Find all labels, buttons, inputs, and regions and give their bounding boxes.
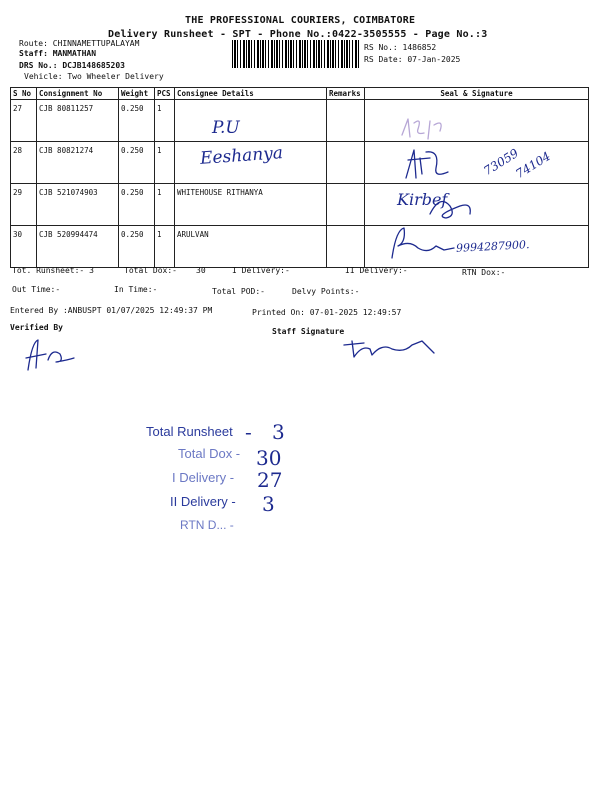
- header-weight: Weight: [119, 88, 155, 100]
- signature-row28: [400, 148, 470, 182]
- cell-consignment: CJB 521074903: [37, 184, 119, 226]
- total-pod: Total POD:-: [212, 287, 265, 296]
- header-consignment: Consignment No: [37, 88, 119, 100]
- company-title: THE PROFESSIONAL COURIERS, COIMBATORE: [185, 15, 416, 26]
- rs-date: RS Date: 07-Jan-2025: [364, 55, 461, 64]
- cell-remarks: [327, 184, 365, 226]
- cell-pcs: 1: [155, 100, 175, 142]
- cell-seal: [365, 100, 589, 142]
- cell-sno: 27: [11, 100, 37, 142]
- cell-pcs: 1: [155, 184, 175, 226]
- cell-consignment: CJB 80821274: [37, 142, 119, 184]
- header-pcs: PCS: [155, 88, 175, 100]
- cell-consignment: CJB 520994474: [37, 226, 119, 268]
- cell-remarks: [327, 100, 365, 142]
- cell-remarks: [327, 226, 365, 268]
- staff-text: Staff: MANMATHAN: [19, 49, 97, 58]
- handwritten-eeshanya: Eeshanya: [199, 143, 284, 169]
- handwritten-pu: P.U: [212, 118, 240, 138]
- hand-dash: -: [245, 420, 252, 444]
- stamp-rtn-dox: RTN D... -: [180, 518, 234, 532]
- verified-by-label: Verified By: [10, 323, 63, 332]
- handwritten-note-a: 73059: [481, 145, 521, 179]
- rtn-dox: RTN Dox:-: [462, 268, 506, 277]
- staff-signature: [342, 335, 442, 361]
- rs-number: RS No.: 1486852: [364, 43, 437, 52]
- hand-i-delivery-value: 27: [257, 468, 283, 492]
- drs-number: DRS No.: DCJB148685203: [19, 61, 125, 70]
- cell-sno: 30: [11, 226, 37, 268]
- cell-weight: 0.250: [119, 142, 155, 184]
- ii-delivery: II Delivery:-: [345, 266, 408, 275]
- cell-consignment: CJB 80811257: [37, 100, 119, 142]
- cell-consignee: WHITEHOUSE RITHANYA: [175, 184, 327, 226]
- signature-row29: [420, 192, 480, 222]
- stamp-ii-delivery: II Delivery -: [170, 494, 236, 509]
- cell-sno: 29: [11, 184, 37, 226]
- table-row: [11, 100, 589, 142]
- cell-pcs: 1: [155, 142, 175, 184]
- header-consignee: Consignee Details: [175, 88, 327, 100]
- runsheet-subtitle: Delivery Runsheet - SPT - Phone No.:0422-3505555 - Page No.:3: [108, 29, 488, 40]
- barcode: [232, 40, 360, 68]
- cell-consignee: ARULVAN: [175, 226, 327, 268]
- cell-weight: 0.250: [119, 100, 155, 142]
- total-dox-label: Total Dox:-: [124, 266, 177, 275]
- handwritten-phone: 9994287900.: [455, 238, 530, 255]
- delvy-points: Delvy Points:-: [292, 287, 360, 296]
- in-time: In Time:-: [114, 285, 158, 294]
- handwritten-note-b: 74104: [513, 148, 553, 182]
- table-header-row: [11, 88, 589, 100]
- header-sno: S No: [11, 88, 37, 100]
- stamp-total-runsheet: Total Runsheet: [146, 424, 233, 439]
- route-text: Route: CHINNAMETTUPALAYAM: [19, 39, 140, 48]
- cell-sno: 28: [11, 142, 37, 184]
- cell-seal: [365, 142, 589, 184]
- staff-signature-label: Staff Signature: [272, 327, 345, 336]
- header-seal: Seal & Signature: [365, 88, 589, 100]
- i-delivery: I Delivery:-: [232, 266, 290, 275]
- stamp-total-dox: Total Dox -: [178, 446, 241, 461]
- header-remarks: Remarks: [327, 88, 365, 100]
- cell-weight: 0.250: [119, 184, 155, 226]
- total-dox-value: 30: [196, 266, 206, 275]
- cell-weight: 0.250: [119, 226, 155, 268]
- cell-pcs: 1: [155, 226, 175, 268]
- out-time: Out Time:-: [12, 285, 61, 294]
- entered-by: Entered By :ANBUSPT 01/07/2025 12:49:37 PM: [10, 306, 213, 315]
- hand-total-runsheet-value: 3: [272, 420, 285, 444]
- printed-on: Printed On: 07-01-2025 12:49:57: [252, 308, 402, 317]
- hand-total-dox-value: 30: [256, 446, 282, 470]
- verified-signature: [22, 338, 82, 374]
- hand-ii-delivery-value: 3: [262, 492, 275, 516]
- cell-consignee: [175, 100, 327, 142]
- vehicle-text: Vehicle: Two Wheeler Delivery: [24, 72, 164, 81]
- stamp-i-delivery: I Delivery -: [172, 470, 235, 485]
- cell-remarks: [327, 142, 365, 184]
- handwritten-kirbef: Kirbef: [397, 190, 448, 209]
- faint-stamp-signature: [400, 115, 460, 145]
- tot-runsheet: Tot. Runsheet:- 3: [12, 266, 94, 275]
- signature-row30: [384, 224, 464, 264]
- table-row: [11, 184, 589, 226]
